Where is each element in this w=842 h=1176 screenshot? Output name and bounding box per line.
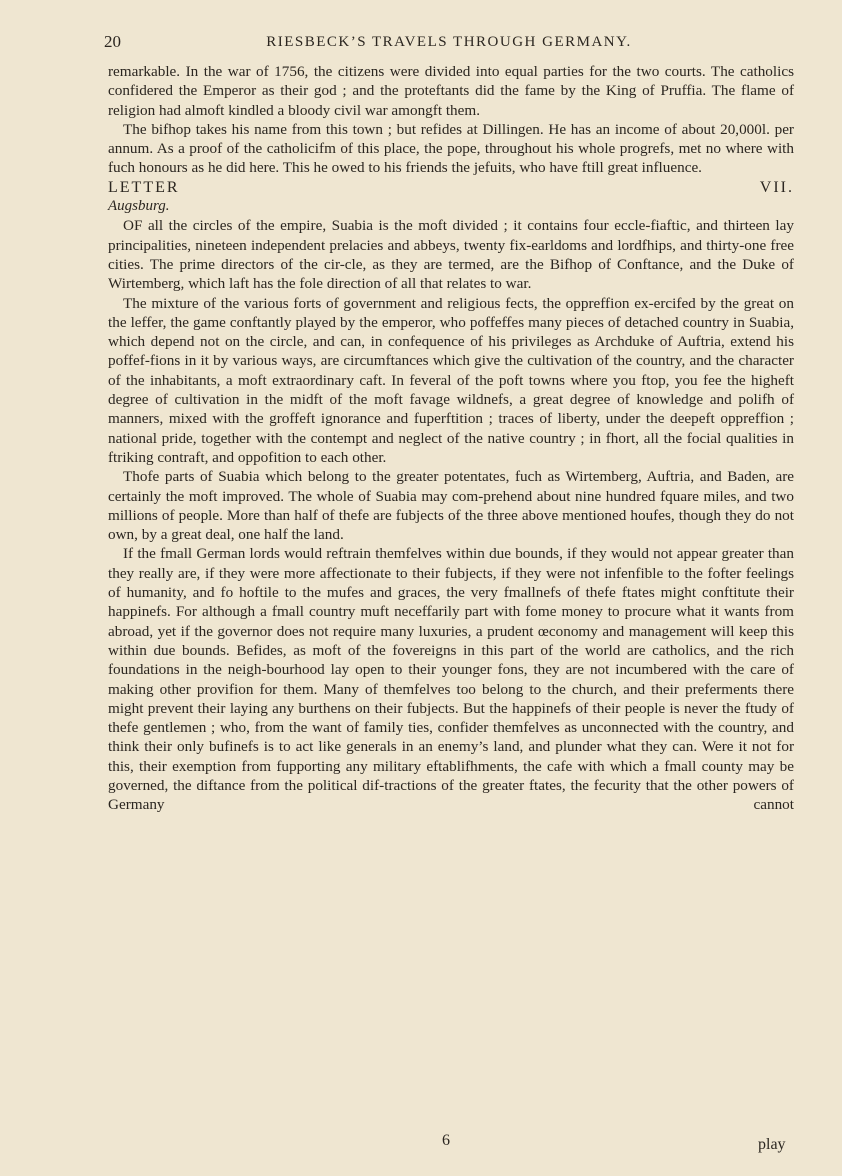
page-header bbox=[104, 30, 794, 54]
running-head: RIESBECK’S TRAVELS THROUGH GERMANY. bbox=[266, 34, 632, 50]
catchword: play bbox=[758, 1136, 786, 1153]
letter-heading: LETTER VII. bbox=[108, 178, 794, 196]
paragraph-6: If the fmall German lords would reftrain themfelves within due bounds, if they would not appear greater than they really are, if they were more affectionate to their fubjects, if they were not infenfible to the fofter feelings of humanity, and fo hoftile to the mufes and graces, the very fmallnefs of thefe ftates might conftitute their happinefs. For although a fmall country muft neceffarily part with fome money to procure what it wants from abroad, yet if the governor does not require many luxuries, a prudent œconomy and management will keep this within due bounds. Befides, as moft of the fovereigns in this part of the world are catholics, and the rich foundations in the neigh-bourhood lay open to their younger fons, they are not incumbered with the care of making other provifion for them. Many of themfelves too belong to the church, and their preferments there might prevent their laying any burthens on their fubjects. But the happinefs of their people is never the ftudy of thefe gentlemen ; who, from the want of family ties, confider themfelves as unconnected with the country, and think their only bufinefs is to act like generals in an enemy’s land, and plunder what they can. Were it not for this, their exemption from fupporting any military eftablifhments, the cafe with which a fmall county may be governed, the diftance from the political dif-tractions of the greater ftates, the fecurity that the other powers of Germany cannot bbox=[108, 545, 794, 814]
paragraph-4: The mixture of the various forts of government and religious fects, the oppreffion ex-ercifed by the great on the leffer, the game conftantly played by the emperor, who poffeffes many pieces of detached country in Suabia, which depend not on the circle, and can, in confequence of his privileges as Archduke of Auftria, extend his poffef-fions in it by various ways, are circumftances which give the cultivation of the country, and the character of the inhabitants, a moft extraordinary caft. In feveral of the poft towns where you ftop, you fee the higheft degree of cultivation in the midft of the moft favage wildnefs, a great degree of knowledge and polifh of manners, mixed with the groffeft ignorance and fuperftition ; traces of liberty, under the deepeft oppreffion ; national pride, together with the contempt and neglect of the native country ; in fhort, all the focial qualities in ftriking contraft, and oppofition to each other. bbox=[108, 294, 794, 466]
paragraph-3: OF all the circles of the empire, Suabia is the moft divided ; it contains four eccle-fiaftic, and thirteen lay principalities, nineteen independent prelacies and abbeys, twenty fix-earldoms and lordfhips, and thirty-one free cities. The prime directors of the cir-cle, as they are termed, are the Bifhop of Conftance, and the Duke of Wirtemberg, which laft has the fole direction of all that relates to war. bbox=[108, 217, 794, 293]
paragraph-1: remarkable. In the war of 1756, the citizens were divided into equal parties for the two courts. The catholics confidered the Emperor as their god ; and the proteftants did the fame by the King of Pruffia. The flame of religion had almoft kindled a bloody civil war amongft them. bbox=[108, 63, 794, 119]
page-number: 20 bbox=[104, 32, 121, 51]
dateline: Augsburg. bbox=[108, 198, 170, 215]
body-text bbox=[108, 62, 794, 815]
paragraph-5: Thofe parts of Suabia which belong to the greater potentates, fuch as Wirtemberg, Auftria, and Baden, are certainly the moft improved. The whole of Suabia may com-prehend about nine hundred fquare miles, and two millions of people. More than half of thefe are fubjects of the three above mentioned houfes, though they do not own, by a great deal, one half the land. bbox=[108, 468, 794, 544]
paragraph-2: The bifhop takes his name from this town ; but refides at Dillingen. He has an income of about 20,000l. per annum. As a proof of the catholicifm of this place, the pope, throughout his whole progrefs, met no where with fuch honours as he did here. This he owed to his friends the jefuits, who have ftill great influence. bbox=[108, 120, 794, 177]
signature-mark: 6 bbox=[442, 1132, 450, 1149]
